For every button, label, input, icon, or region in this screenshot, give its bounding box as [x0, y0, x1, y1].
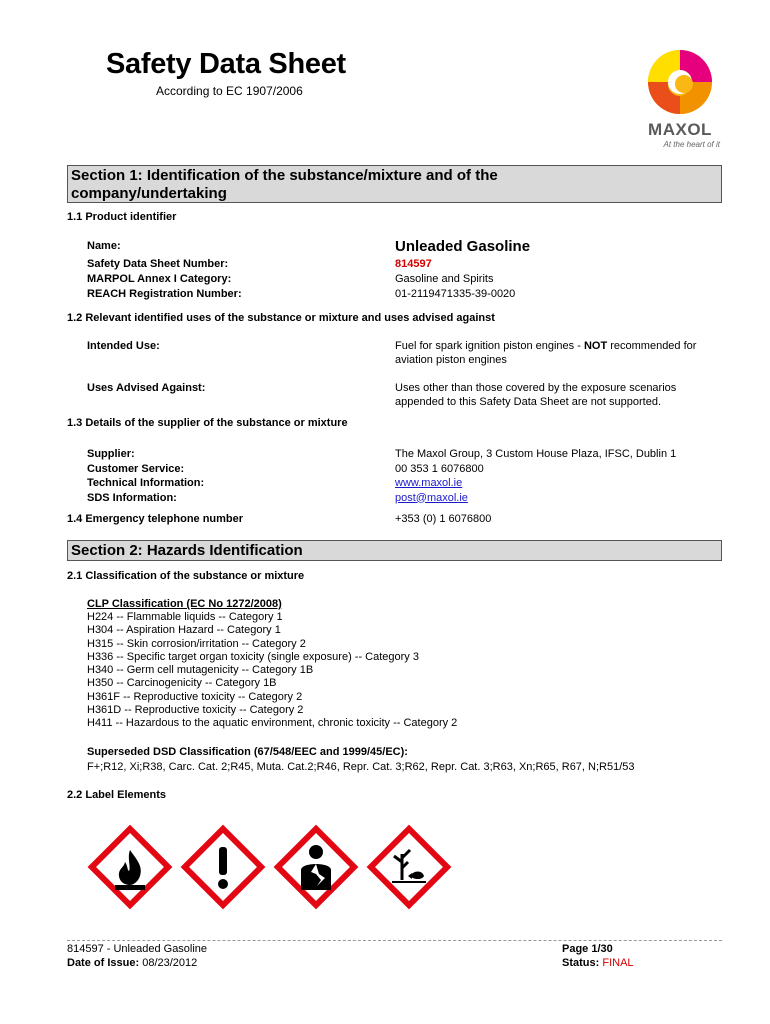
- reach-label: REACH Registration Number:: [87, 288, 242, 300]
- document-title: Safety Data Sheet: [106, 48, 346, 80]
- uses-advised-against-label: Uses Advised Against:: [87, 382, 206, 394]
- product-labels: [87, 257, 242, 302]
- intended-use-not: NOT: [583, 340, 608, 352]
- footer-issue-date: [67, 957, 197, 969]
- intended-use-text-c: aviation piston engines: [395, 354, 507, 366]
- clp-item: H340 -- Germ cell mutagenicity -- Category 1B: [87, 664, 314, 677]
- supplier-values: [395, 447, 676, 505]
- health-hazard-pictogram-icon: [271, 822, 361, 912]
- clp-item: H304 -- Aspiration Hazard -- Category 1: [87, 624, 281, 637]
- clp-item: H361D -- Reproductive toxicity -- Category 2: [87, 704, 304, 717]
- advised-line-1: Uses other than those covered by the exposure scenarios: [395, 382, 677, 394]
- logo-tagline: At the heart of it: [663, 140, 720, 149]
- intended-use-text-a: Fuel for spark ignition piston engines -: [395, 340, 584, 352]
- flammable-pictogram-icon: [85, 822, 175, 912]
- footer-status: [562, 957, 634, 969]
- customer-service-value: 00 353 1 6076800: [395, 462, 484, 475]
- issue-date-value: 08/23/2012: [142, 957, 198, 969]
- footer-divider: [67, 940, 722, 941]
- product-name: Unleaded Gasoline: [395, 238, 531, 255]
- clp-item: H315 -- Skin corrosion/irritation -- Category 2: [87, 637, 306, 650]
- technical-information-label: Technical Information:: [87, 477, 205, 489]
- website-link[interactable]: www.maxol.ie: [395, 477, 463, 489]
- customer-service-label: Customer Service:: [87, 462, 185, 475]
- status-value: FINAL: [602, 957, 634, 969]
- footer-page: Page 1/30: [562, 943, 613, 955]
- clp-item: H336 -- Specific target organ toxicity (single exposure) -- Category 3: [87, 650, 419, 663]
- status-label: Status:: [562, 957, 600, 969]
- footer-document: 814597 - Unleaded Gasoline: [67, 943, 208, 955]
- subsection-1-4: 1.4 Emergency telephone number: [67, 513, 244, 525]
- subsection-2-1: 2.1 Classification of the substance or mixture: [67, 570, 305, 582]
- supplier-labels: [87, 447, 204, 505]
- supplier-label: Supplier:: [87, 448, 135, 460]
- environment-pictogram-icon: [364, 822, 454, 912]
- marpol-value: Gasoline and Spirits: [395, 273, 494, 285]
- subsection-1-3: 1.3 Details of the supplier of the substance or mixture: [67, 417, 348, 429]
- sds-number-label: Safety Data Sheet Number:: [87, 258, 229, 270]
- maxol-logo: [640, 48, 720, 154]
- subsection-2-2: 2.2 Label Elements: [67, 789, 167, 801]
- supplier-value: The Maxol Group, 3 Custom House Plaza, IFSC, Dublin 1: [395, 448, 677, 460]
- reach-value: 01-2119471335-39-0020: [395, 288, 516, 300]
- section-1-heading-line1: Section 1: Identification of the substance/mixture and of the: [71, 167, 498, 184]
- dsd-classification: F+;R12, Xi;R38, Carc. Cat. 2;R45, Muta. Cat.2;R46, Repr. Cat. 3;R62, Repr. Cat. 3;R63, Xn;R65, R67, N;R51/53: [87, 761, 635, 773]
- subsection-1-1: 1.1 Product identifier: [67, 211, 177, 223]
- sds-information-label: SDS Information:: [87, 491, 177, 504]
- logo-wordmark: MAXOL: [648, 120, 712, 139]
- section-1-heading-line2: company/undertaking: [71, 185, 227, 202]
- clp-classification-list: [87, 611, 457, 731]
- exclamation-pictogram-icon: [178, 822, 268, 912]
- advised-line-2: appended to this Safety Data Sheet are not supported.: [395, 396, 662, 408]
- intended-use-label: Intended Use:: [87, 340, 160, 352]
- document-subtitle: According to EC 1907/2006: [156, 84, 303, 98]
- clp-item: H224 -- Flammable liquids -- Category 1: [87, 611, 283, 623]
- clp-item: H350 -- Carcinogenicity -- Category 1B: [87, 677, 277, 690]
- clp-item: H411 -- Hazardous to the aquatic environment, chronic toxicity -- Category 2: [87, 717, 458, 730]
- clp-item: H361F -- Reproductive toxicity -- Category 2: [87, 690, 303, 703]
- uses-advised-against-value: [395, 381, 715, 409]
- emergency-phone-value: +353 (0) 1 6076800: [395, 513, 492, 525]
- section-2-heading: Section 2: Hazards Identification: [67, 540, 722, 561]
- intended-use-text-b: recommended for: [607, 340, 697, 352]
- name-label: Name:: [87, 240, 121, 252]
- section-1-heading: [67, 165, 722, 203]
- dsd-heading: Superseded DSD Classification (67/548/EEC and 1999/45/EC):: [87, 746, 408, 758]
- email-link[interactable]: post@maxol.ie: [395, 491, 468, 504]
- clp-heading: CLP Classification (EC No 1272/2008): [87, 598, 282, 610]
- marpol-label: MARPOL Annex I Category:: [87, 273, 232, 285]
- issue-date-label: Date of Issue:: [67, 957, 140, 969]
- intended-use-value: [395, 339, 715, 367]
- subsection-1-2: 1.2 Relevant identified uses of the substance or mixture and uses advised against: [67, 312, 495, 324]
- sds-number-value: 814597: [395, 258, 432, 270]
- product-values: [395, 257, 515, 302]
